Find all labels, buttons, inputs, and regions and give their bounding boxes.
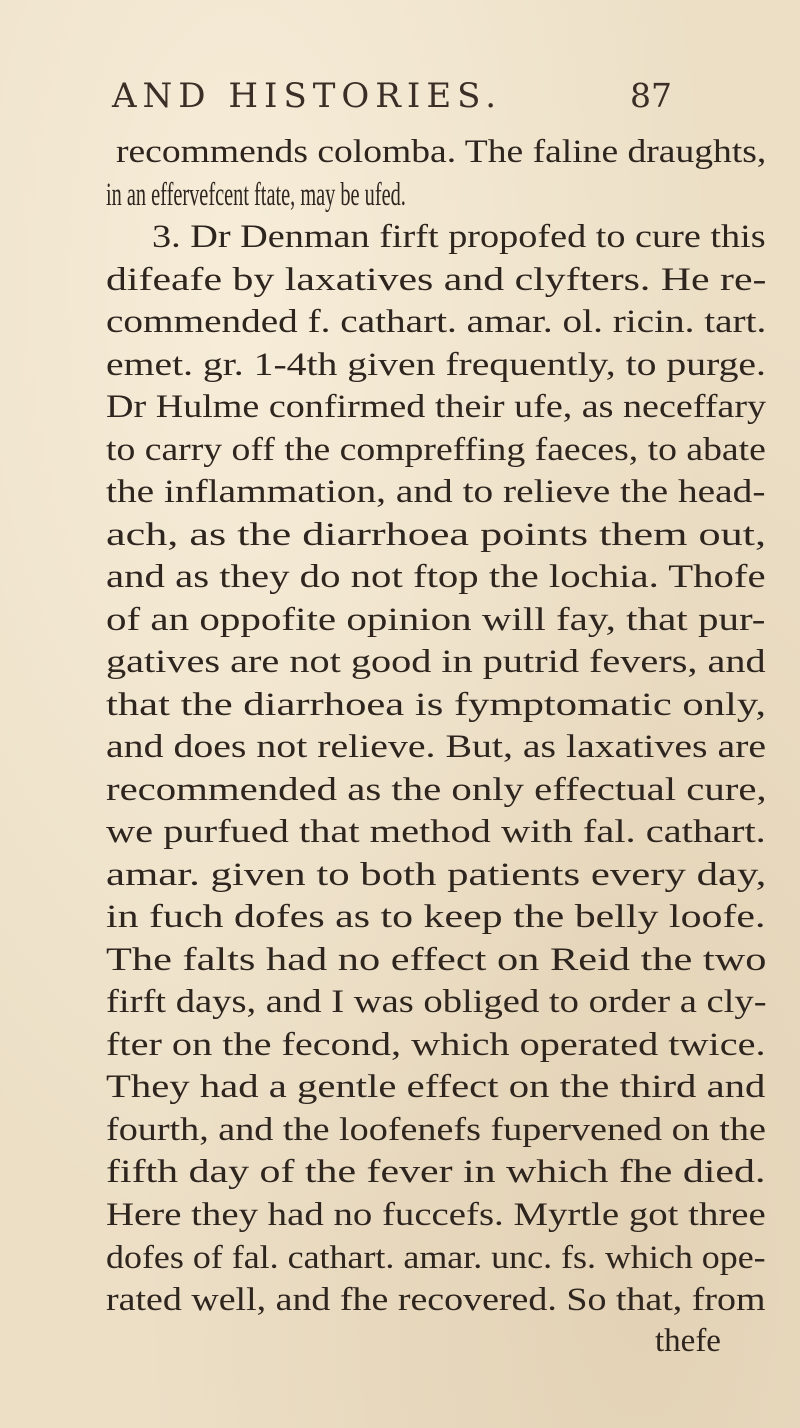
text-line: rated well, and fhe recovered. So that, from [106,1282,766,1318]
text-line: 3. Dr Denman firft propofed to cure this [152,219,766,255]
text-line: The falts had no effect on Reid the two [106,941,767,978]
text-line: Dr Hulme confirmed their ufe, as neceffary [106,389,767,426]
text-line: emet. gr. 1-4th given frequently, to purge. [106,346,766,383]
text-line: dofes of fal. cathart. amar. unc. fs. which ope- [106,1239,766,1276]
running-head-title: AND HISTORIES. [112,76,503,116]
text-line: fourth, and the loofenefs fupervened on the [106,1111,766,1148]
text-line: that the diarrhoea is fymptomatic only, [106,686,767,723]
text-line: commended f. cathart. amar. ol. ricin. tart. [106,304,767,341]
text-line: firft days, and I was obliged to order a cly- [106,984,767,1021]
text-line: fifth day of the fever in which fhe died. [106,1154,766,1191]
text-line: to carry off the compreffing faeces, to abate [106,431,766,468]
text-line: and does not relieve. But, as laxatives are [106,729,767,766]
text-line: in fuch dofes as to keep the belly loofe. [106,899,766,936]
text-line: gatives are not good in putrid fevers, and [106,644,766,681]
text-line: ach, as the diarrhoea points them out, [106,516,767,553]
text-line: amar. given to both patients every day, [106,856,767,893]
text-line: of an oppofite opinion will fay, that pur- [106,601,766,638]
text-line: and as they do not ftop the lochia. Thofe [106,559,766,596]
text-line: difeafe by laxatives and clyfters. He re- [106,261,767,298]
page-number: 87 [630,76,672,115]
text-line: the inflammation, and to relieve the head- [106,474,766,511]
text-line: recommends colomba. The faline draughts, [116,134,767,170]
text-line: we purfued that method with fal. cathart. [106,814,766,851]
catchword: thefe [655,1322,721,1359]
text-line: Here they had no fuccefs. Myrtle got three [106,1197,766,1233]
text-line: fter on the fecond, which operated twice. [106,1026,766,1063]
text-line: recommended as the only effectual cure, [106,771,767,808]
text-line: They had a gentle effect on the third and [106,1069,766,1106]
text-line: in an effervefcent ftate, may be ufed. [106,176,406,213]
